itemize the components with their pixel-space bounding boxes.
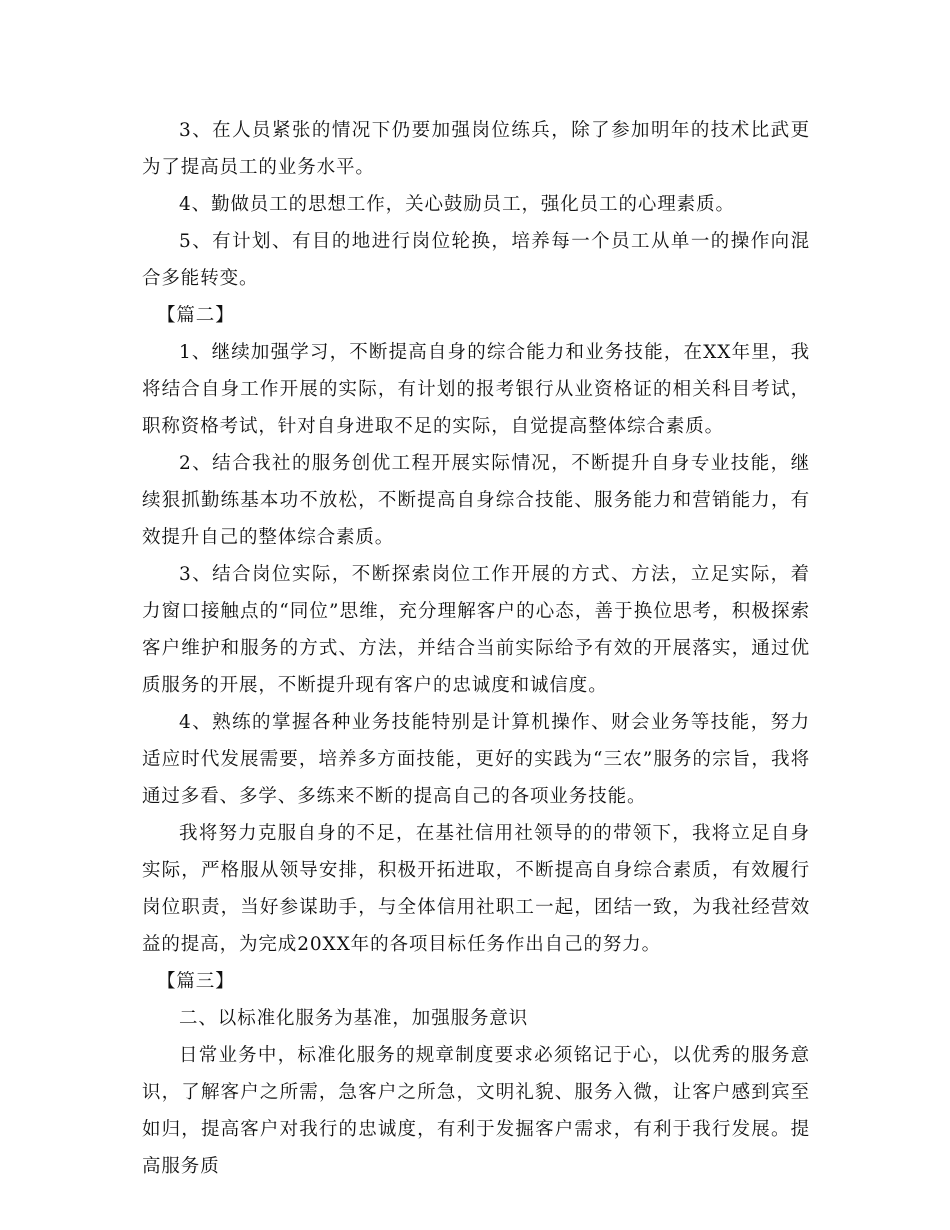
section-heading-part-three: 【篇三】 (157, 971, 235, 992)
paragraph-item-4: 4、勤做员工的思想工作，关心鼓励员工，强化员工的心理素质。 (179, 194, 735, 215)
paragraph-part-two-2: 2、结合我社的服务创优工程开展实际情况，不断提升自身专业技能，继续狠抓勤练基本功不放松，不断提高自身综合技能、服务能力和营销能力，有效提升自己的整体综合素质。 (142, 453, 810, 548)
document-page (142, 112, 810, 1185)
paragraph-part-two-summary: 我将努力克服自身的不足，在基社信用社领导的的带领下，我将立足自身实际，严格服从领导安排，积极开拓进取，不断提高自身综合素质，有效履行岗位职责，当好参谋助手，与全体信用社职工一起，团结一致，为我社经营效益的提高，为完成20XX年的各项目标任务作出自己的努力。 (142, 823, 810, 955)
section-heading-part-two: 【篇二】 (157, 305, 235, 326)
paragraph-item-5: 5、有计划、有目的地进行岗位轮换，培养每一个员工从单一的操作向混合多能转变。 (142, 231, 810, 289)
subheading-standard-service: 二、以标准化服务为基准，加强服务意识 (179, 1008, 529, 1029)
paragraph-part-two-3: 3、结合岗位实际，不断探索岗位工作开展的方式、方法，立足实际，着力窗口接触点的“同位”思维，充分理解客户的心态，善于换位思考，积极探索客户维护和服务的方式、方法，并结合当前实际给予有效的开展落实，通过优质服务的开展，不断提升现有客户的忠诚度和诚信度。 (142, 564, 810, 696)
paragraph-part-three-body: 日常业务中，标准化服务的规章制度要求必须铭记于心，以优秀的服务意识，了解客户之所需，急客户之所急，文明礼貌、服务入微，让客户感到宾至如归，提高客户对我行的忠诚度，有利于发掘客户需求，有利于我行发展。提高服务质 (142, 1045, 810, 1177)
paragraph-part-two-4: 4、熟练的掌握各种业务技能特别是计算机操作、财会业务等技能，努力适应时代发展需要，培养多方面技能，更好的实践为“三农”服务的宗旨，我将通过多看、多学、多练来不断的提高自己的各项业务技能。 (142, 712, 810, 807)
paragraph-part-two-1: 1、继续加强学习，不断提高自身的综合能力和业务技能，在XX年里，我将结合自身工作开展的实际，有计划的报考银行从业资格证的相关科目考试，职称资格考试，针对自身进取不足的实际，自觉提高整体综合素质。 (142, 342, 810, 437)
paragraph-item-3: 3、在人员紧张的情况下仍要加强岗位练兵，除了参加明年的技术比武更为了提高员工的业务水平。 (142, 120, 810, 178)
